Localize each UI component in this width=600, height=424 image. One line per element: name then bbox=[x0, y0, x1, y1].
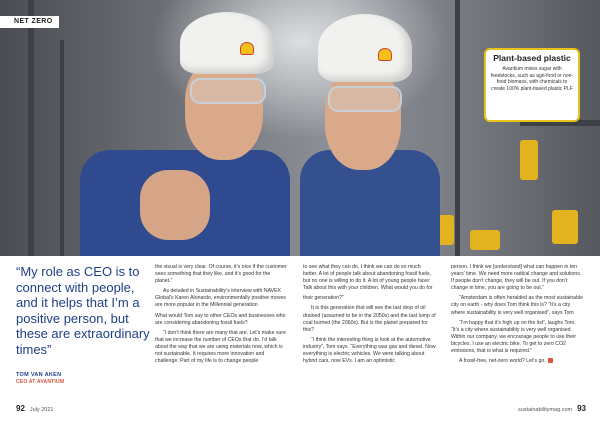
safety-goggles bbox=[328, 86, 402, 112]
footer-right bbox=[518, 405, 586, 414]
pipe bbox=[60, 40, 64, 256]
page-number-left: 92 bbox=[16, 404, 25, 413]
body-column-2 bbox=[303, 264, 436, 368]
worker-face bbox=[185, 60, 263, 160]
closing-text: A fossil-free, net-zero world? Let’s go. bbox=[459, 358, 546, 365]
paragraph: It is this generation that will see the last drop of oil drained (assumed to be in the 2050s) and the last lump of coal burned (the 2060s). But is the planet prepared for this? bbox=[303, 305, 436, 333]
closing-paragraph bbox=[451, 358, 584, 365]
worker-face bbox=[325, 70, 401, 170]
paragraph: As detailed in Sustainability’s interview with NAVEX Global’s Karen Alonardo, environmentally positive moves are more popular in the Millennial generation bbox=[155, 288, 286, 309]
callout-box bbox=[484, 48, 580, 122]
quote-author bbox=[16, 372, 136, 386]
body-column-3 bbox=[451, 264, 584, 368]
body-column-1 bbox=[155, 264, 288, 368]
paragraph: “I don’t think there are many that are. Let’s make sure that we increase the number of CEOs that do. I’d talk about the way that we are using materials now, which is not sustainable. It requires more innovation and challenge. Part of my life is to change people bbox=[155, 329, 287, 365]
helmet-logo bbox=[378, 48, 392, 61]
worker-hand bbox=[140, 170, 210, 240]
hard-hat bbox=[318, 14, 412, 82]
callout-body: Avantium mixes sugar with feedstocks, such as agri-food or non-food biomass, with chemicals to create 100% plant-based plastic PLF bbox=[490, 66, 574, 92]
paragraph: “I’m happy that it’s high up on the list”, laughs Tom. “It’s a city where sustainability is very well organised. Within our company, we encourage people to use their bicycles. I use an electric bike. To get to zero CO2 emissions, that is what is required.” bbox=[451, 319, 577, 355]
section-tag: NET ZERO bbox=[0, 16, 59, 28]
issue-date: July 2021 bbox=[29, 407, 54, 413]
safety-goggles bbox=[190, 78, 266, 104]
author-role: CEO AT AVANTIUM bbox=[16, 379, 65, 385]
footer-left bbox=[16, 405, 53, 414]
paragraph: to see what they can do. I think we can do so much better. A lot of people talk about abandoning fossil fuels, but no one is willing to do it. A lot of young people have: Talk about this with your children. What would you do for bbox=[303, 264, 433, 292]
website: sustainabilitymag.com bbox=[517, 407, 573, 413]
paragraph: person. I think we [understand] what can happen in ten years’ time. We need more radical change and solutions. If people don’t change, they will be out. If you don’t change in time, you are going to be out.” bbox=[451, 264, 582, 292]
paragraph: their generation?” bbox=[303, 295, 344, 302]
pipe bbox=[28, 0, 34, 256]
paragraph: “I think the interesting thing is look at the automotive industry”, Tom says. “Everything was gas and diesel. Now everything is electric vehicles. We were talking about hybrid cars, now EVs. I am an optimistic bbox=[303, 336, 436, 365]
paragraph: “Amsterdam is often heralded as the most sustainable city on earth - why does Tom think this is? “It’s a city where sustainability is very well organised”, says Tom bbox=[451, 295, 583, 316]
page-number-right: 93 bbox=[577, 404, 586, 413]
pull-quote: “My role as CEO is to connect with people, and it helps that I’m a positive person, but these are extraordinary times” bbox=[16, 264, 150, 357]
paragraph: What would Tom say to other CEOs and businesses who are considering abandoning fossil fuels? bbox=[155, 312, 286, 326]
yellow-valve bbox=[520, 140, 538, 180]
author-name: TOM VAN AKEN bbox=[16, 372, 62, 378]
end-mark-icon bbox=[548, 358, 553, 363]
callout-title: Plant-based plastic bbox=[493, 53, 571, 63]
helmet-logo bbox=[240, 42, 254, 55]
yellow-valve bbox=[552, 210, 578, 244]
yellow-valve bbox=[470, 230, 500, 250]
pipe bbox=[455, 0, 460, 256]
hard-hat bbox=[180, 12, 274, 74]
paragraph: the visual is very clear. Of course, it’s nice if the customer sees something that they like, and it’s good for the planet.” bbox=[155, 264, 287, 285]
